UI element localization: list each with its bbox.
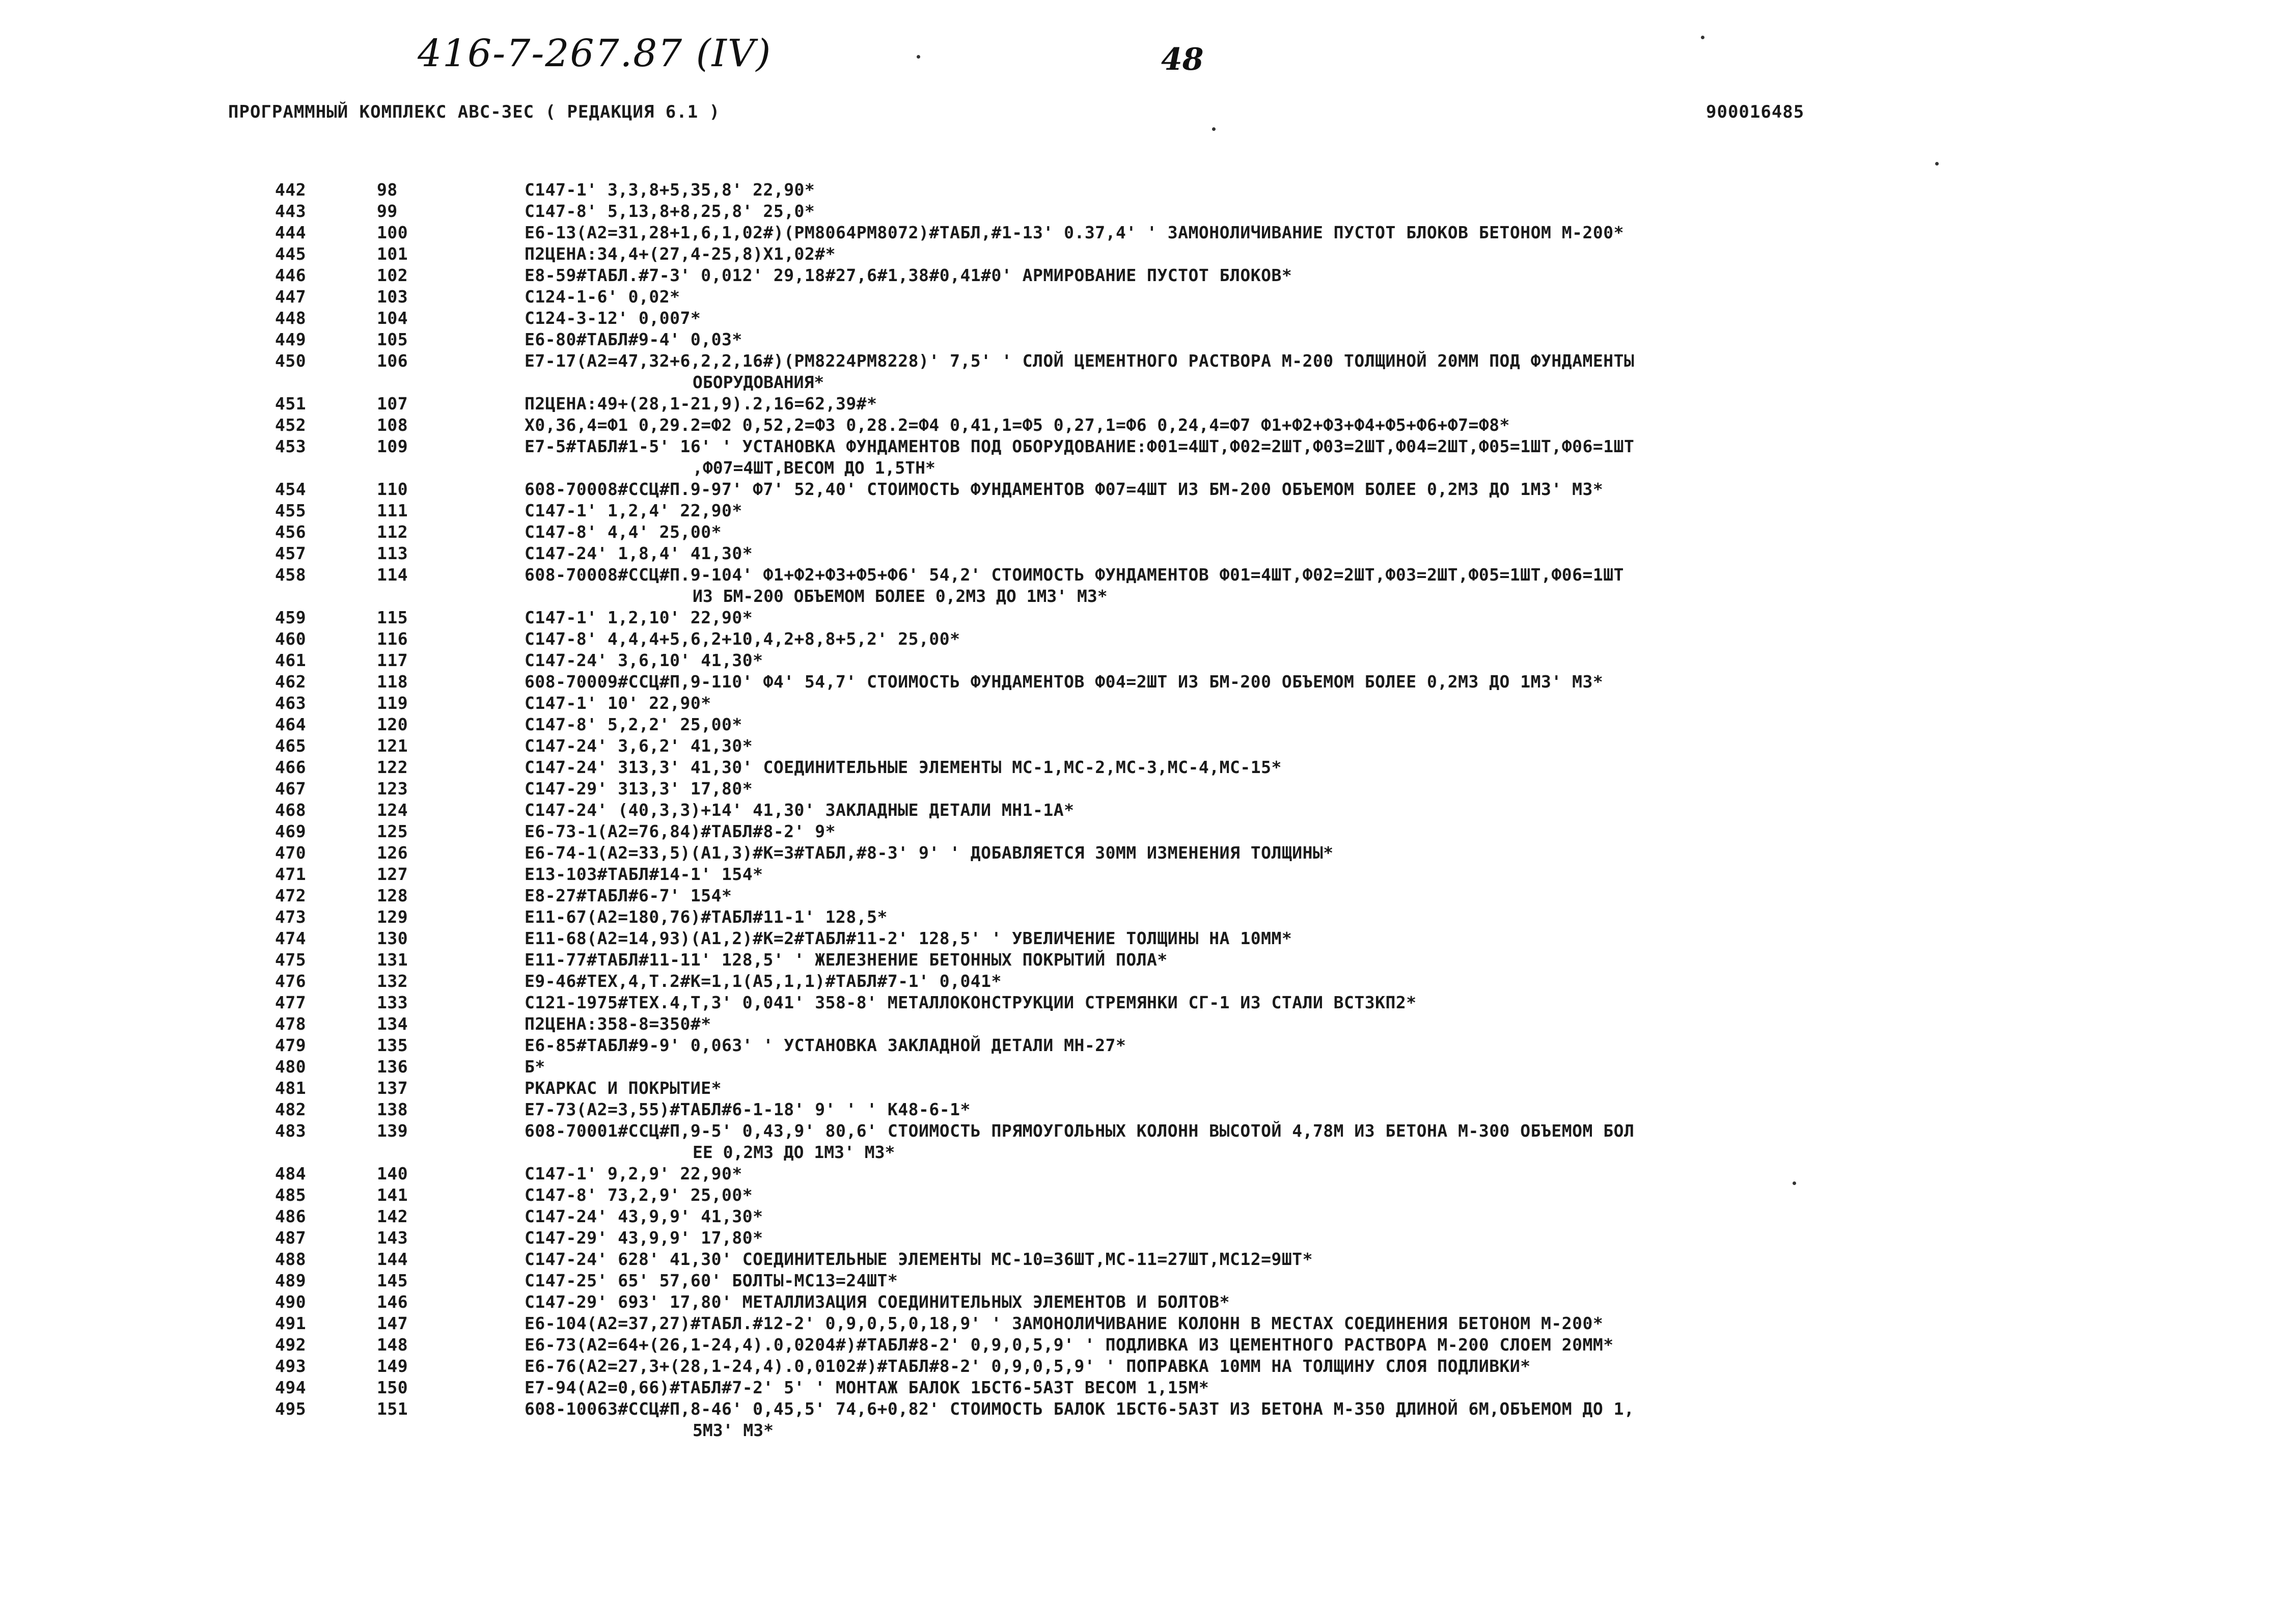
sequence-number: 150 — [377, 1378, 408, 1397]
record-text: 608-70001#ССЦ#П,9-5' 0,43,9' 80,6' СТОИМОСТЬ ПРЯМОУГОЛЬНЫХ КОЛОНН ВЫСОТОЙ 4,78М ИЗ БЕТОНА М-300 ОБЪЕМОМ БОЛ — [525, 1121, 1635, 1141]
record-number: 468 — [275, 800, 307, 820]
listing-row — [0, 1185, 2285, 1206]
sequence-number: 119 — [377, 693, 408, 713]
record-text: 608-70009#ССЦ#П,9-110' Ф4' 54,7' СТОИМОСТЬ ФУНДАМЕНТОВ Ф04=2ШТ ИЗ БМ-200 ОБЪЕМОМ БОЛЕЕ 0,2М3 ДО 1М3' М3* — [525, 672, 1604, 692]
record-number: 476 — [275, 971, 307, 991]
record-number: 452 — [275, 415, 307, 435]
listing-line — [0, 1056, 2285, 1078]
record-text: Б* — [525, 1057, 545, 1077]
record-number: 489 — [275, 1271, 307, 1290]
record-number: 492 — [275, 1335, 307, 1355]
record-number: 442 — [275, 180, 307, 200]
document-id: 900016485 — [1706, 102, 1805, 122]
sequence-number: 131 — [377, 950, 408, 970]
listing-row — [0, 222, 2285, 243]
record-text: Е6-73-1(А2=76,84)#ТАБЛ#8-2' 9* — [525, 821, 836, 841]
listing-line — [0, 1078, 2285, 1099]
record-text: С147-8' 4,4' 25,00* — [525, 522, 722, 542]
listing-line — [0, 265, 2285, 286]
record-number: 466 — [275, 757, 307, 777]
record-number: 480 — [275, 1057, 307, 1077]
program-header: ПРОГРАММНЫЙ КОМПЛЕКС АВС-ЗЕС ( РЕДАКЦИЯ 6.1 ) — [228, 102, 721, 122]
listing-line — [0, 885, 2285, 906]
sequence-number: 106 — [377, 351, 408, 371]
sequence-number: 114 — [377, 565, 408, 585]
listing-line — [0, 500, 2285, 521]
listing-row — [0, 1120, 2285, 1163]
record-number: 447 — [275, 287, 307, 307]
listing-row — [0, 735, 2285, 757]
record-number: 453 — [275, 436, 307, 456]
listing-row — [0, 243, 2285, 265]
record-number: 473 — [275, 907, 307, 927]
listing-row — [0, 564, 2285, 607]
listing-row — [0, 885, 2285, 906]
record-number: 488 — [275, 1249, 307, 1269]
scan-speck — [1935, 162, 1939, 166]
sequence-number: 125 — [377, 821, 408, 841]
listing-row — [0, 1249, 2285, 1270]
record-number: 490 — [275, 1292, 307, 1312]
listing-row — [0, 308, 2285, 329]
record-number: 474 — [275, 928, 307, 948]
listing-line — [0, 1356, 2285, 1377]
listing-row — [0, 971, 2285, 992]
listing-row — [0, 1013, 2285, 1035]
sequence-number: 105 — [377, 329, 408, 349]
record-text: П2ЦЕНА:34,4+(27,4-25,8)Х1,02#* — [525, 244, 836, 264]
listing-line — [0, 949, 2285, 971]
sequence-number: 143 — [377, 1228, 408, 1248]
sequence-number: 102 — [377, 265, 408, 285]
listing-line — [0, 543, 2285, 564]
record-number: 470 — [275, 843, 307, 863]
sequence-number: 129 — [377, 907, 408, 927]
sequence-number: 103 — [377, 287, 408, 307]
listing-line — [0, 521, 2285, 543]
listing-row — [0, 1313, 2285, 1334]
listing-line — [0, 1377, 2285, 1398]
listing-line — [0, 286, 2285, 308]
record-text: С147-1' 1,2,4' 22,90* — [525, 501, 742, 520]
scan-speck — [1212, 127, 1216, 131]
listing-row — [0, 757, 2285, 778]
record-text: Е7-94(А2=0,66)#ТАБЛ#7-2' 5' ' МОНТАЖ БАЛОК 1БСТ6-5АЗТ ВЕСОМ 1,15М* — [525, 1378, 1209, 1397]
sequence-number: 112 — [377, 522, 408, 542]
continuation-line — [0, 372, 2285, 393]
listing-line — [0, 1398, 2285, 1420]
record-number: 479 — [275, 1035, 307, 1055]
sequence-number: 145 — [377, 1271, 408, 1290]
record-text: РКАРКАС И ПОКРЫТИЕ* — [525, 1078, 722, 1098]
listing-line — [0, 393, 2285, 415]
record-number: 450 — [275, 351, 307, 371]
sequence-number: 135 — [377, 1035, 408, 1055]
record-text: С147-29' 693' 17,80' МЕТАЛЛИЗАЦИЯ СОЕДИНИТЕЛЬНЫХ ЭЛЕМЕНТОВ И БОЛТОВ* — [525, 1292, 1230, 1312]
listing-line — [0, 201, 2285, 222]
sequence-number: 144 — [377, 1249, 408, 1269]
record-text: Е6-74-1(А2=33,5)(А1,3)#К=3#ТАБЛ,#8-3' 9' ' ДОБАВЛЯЕТСЯ 30ММ ИЗМЕНЕНИЯ ТОЛЩИНЫ* — [525, 843, 1334, 863]
record-number: 451 — [275, 394, 307, 414]
record-text: Е9-46#ТЕХ,4,Т.2#К=1,1(А5,1,1)#ТАБЛ#7-1' 0,041* — [525, 971, 1002, 991]
listing-line — [0, 350, 2285, 372]
record-number: 494 — [275, 1378, 307, 1397]
listing-row — [0, 778, 2285, 800]
listing-line — [0, 928, 2285, 949]
listing-row — [0, 992, 2285, 1013]
listing-row — [0, 949, 2285, 971]
record-text: С124-3-12' 0,007* — [525, 308, 701, 328]
listing-line — [0, 179, 2285, 201]
listing-line — [0, 1163, 2285, 1185]
record-text: Е6-104(А2=37,27)#ТАБЛ.#12-2' 0,9,0,5,0,18,9' ' ЗАМОНОЛИЧИВАНИЕ КОЛОНН В МЕСТАХ СОЕДИНЕНИЯ БЕТОНОМ М-200* — [525, 1313, 1604, 1333]
listing-row — [0, 521, 2285, 543]
listing-line — [0, 757, 2285, 778]
sequence-number: 109 — [377, 436, 408, 456]
sequence-number: 128 — [377, 886, 408, 905]
listing-row — [0, 1163, 2285, 1185]
sequence-number: 104 — [377, 308, 408, 328]
record-number: 482 — [275, 1099, 307, 1119]
record-number: 493 — [275, 1356, 307, 1376]
record-text: 608-70008#ССЦ#П.9-97' Ф7' 52,40' СТОИМОСТЬ ФУНДАМЕНТОВ Ф07=4ШТ ИЗ БМ-200 ОБЪЕМОМ БОЛЕЕ 0,2М3 ДО 1М3' М3* — [525, 479, 1604, 499]
listing-line — [0, 650, 2285, 671]
listing-row — [0, 800, 2285, 821]
sequence-number: 115 — [377, 608, 408, 627]
record-number: 465 — [275, 736, 307, 756]
record-number: 467 — [275, 779, 307, 799]
scan-speck — [917, 55, 920, 59]
listing-row — [0, 1398, 2285, 1441]
record-number: 484 — [275, 1164, 307, 1183]
sequence-number: 146 — [377, 1292, 408, 1312]
sequence-number: 133 — [377, 993, 408, 1012]
sequence-number: 151 — [377, 1399, 408, 1419]
handwritten-document-code: 416-7-267.87 (IV) — [418, 32, 772, 75]
record-text: С147-8' 73,2,9' 25,00* — [525, 1185, 753, 1205]
sequence-number: 132 — [377, 971, 408, 991]
listing-line — [0, 864, 2285, 885]
record-text: С147-24' 628' 41,30' СОЕДИНИТЕЛЬНЫЕ ЭЛЕМЕНТЫ МС-10=36ШТ,МС-11=27ШТ,МС12=9ШТ* — [525, 1249, 1313, 1269]
listing-row — [0, 864, 2285, 885]
record-text: С147-1' 10' 22,90* — [525, 693, 711, 713]
listing-row — [0, 650, 2285, 671]
record-number: 495 — [275, 1399, 307, 1419]
record-text: 608-10063#ССЦ#П,8-46' 0,45,5' 74,6+0,82' СТОИМОСТЬ БАЛОК 1БСТ6-5АЗТ ИЗ БЕТОНА М-350 ДЛИНОЙ 6М,ОБЪЕМОМ ДО 1, — [525, 1399, 1635, 1419]
record-text: С147-1' 1,2,10' 22,90* — [525, 608, 753, 627]
sequence-number: 134 — [377, 1014, 408, 1034]
listing-line — [0, 1291, 2285, 1313]
listing-line — [0, 1206, 2285, 1227]
listing-row — [0, 1035, 2285, 1056]
record-number: 472 — [275, 886, 307, 905]
record-number: 443 — [275, 201, 307, 221]
sequence-number: 107 — [377, 394, 408, 414]
continuation-text: ИЗ БМ-200 ОБЪЕМОМ БОЛЕЕ 0,2М3 ДО 1М3' М3* — [693, 586, 1108, 606]
listing-row — [0, 906, 2285, 928]
listing-row — [0, 350, 2285, 393]
record-text: П2ЦЕНА:49+(28,1-21,9).2,16=62,39#* — [525, 394, 877, 414]
continuation-line — [0, 1142, 2285, 1163]
listing-row — [0, 201, 2285, 222]
record-text: Е11-77#ТАБЛ#11-11' 128,5' ' ЖЕЛЕЗНЕНИЕ БЕТОННЫХ ПОКРЫТИЙ ПОЛА* — [525, 950, 1168, 970]
record-text: С147-24' (40,3,3)+14' 41,30' ЗАКЛАДНЫЕ ДЕТАЛИ МН1-1А* — [525, 800, 1075, 820]
record-text: Е6-73(А2=64+(26,1-24,4).0,0204#)#ТАБЛ#8-2' 0,9,0,5,9' ' ПОДЛИВКА ИЗ ЦЕМЕНТНОГО РАСТВОРА М-200 СЛОЕМ 20ММ* — [525, 1335, 1614, 1355]
record-number: 446 — [275, 265, 307, 285]
listing-line — [0, 1270, 2285, 1291]
record-number: 461 — [275, 650, 307, 670]
sequence-number: 98 — [377, 180, 398, 200]
record-text: С147-24' 43,9,9' 41,30* — [525, 1206, 763, 1226]
listing-line — [0, 1334, 2285, 1356]
sequence-number: 137 — [377, 1078, 408, 1098]
record-number: 486 — [275, 1206, 307, 1226]
record-text: Е13-103#ТАБЛ#14-1' 154* — [525, 864, 763, 884]
sequence-number: 100 — [377, 223, 408, 242]
record-text: Е6-85#ТАБЛ#9-9' 0,063' ' УСТАНОВКА ЗАКЛАДНОЙ ДЕТАЛИ МН-27* — [525, 1035, 1126, 1055]
record-number: 483 — [275, 1121, 307, 1141]
listing-row — [0, 393, 2285, 415]
listing-line — [0, 479, 2285, 500]
handwritten-page-number: 48 — [1161, 42, 1204, 77]
listing-line — [0, 842, 2285, 864]
listing-row — [0, 1270, 2285, 1291]
record-number: 475 — [275, 950, 307, 970]
listing-row — [0, 607, 2285, 628]
listing-row — [0, 286, 2285, 308]
listing-line — [0, 1249, 2285, 1270]
listing-line — [0, 906, 2285, 928]
listing-row — [0, 1206, 2285, 1227]
listing-line — [0, 1099, 2285, 1120]
sequence-number: 136 — [377, 1057, 408, 1077]
record-number: 464 — [275, 714, 307, 734]
listing-line — [0, 243, 2285, 265]
listing-row — [0, 1356, 2285, 1377]
sequence-number: 118 — [377, 672, 408, 692]
record-text: Е11-68(А2=14,93)(А1,2)#К=2#ТАБЛ#11-2' 128,5' ' УВЕЛИЧЕНИЕ ТОЛЩИНЫ НА 10ММ* — [525, 928, 1292, 948]
record-text: С121-1975#ТЕХ.4,Т,3' 0,041' 358-8' МЕТАЛЛОКОНСТРУКЦИИ СТРЕМЯНКИ СГ-1 ИЗ СТАЛИ ВСТ3КП2* — [525, 993, 1417, 1012]
listing-row — [0, 928, 2285, 949]
listing-row — [0, 329, 2285, 350]
listing-row — [0, 821, 2285, 842]
record-number: 449 — [275, 329, 307, 349]
sequence-number: 124 — [377, 800, 408, 820]
record-text: С147-24' 3,6,2' 41,30* — [525, 736, 753, 756]
record-number: 456 — [275, 522, 307, 542]
listing-line — [0, 607, 2285, 628]
record-number: 478 — [275, 1014, 307, 1034]
sequence-number: 116 — [377, 629, 408, 649]
record-text: Е8-27#ТАБЛ#6-7' 154* — [525, 886, 732, 905]
record-text: Е8-59#ТАБЛ.#7-3' 0,012' 29,18#27,6#1,38#0,41#0' АРМИРОВАНИЕ ПУСТОТ БЛОКОВ* — [525, 265, 1292, 285]
listing-row — [0, 1078, 2285, 1099]
listing-row — [0, 1334, 2285, 1356]
record-number: 469 — [275, 821, 307, 841]
continuation-line — [0, 1420, 2285, 1441]
listing-line — [0, 1035, 2285, 1056]
record-number: 477 — [275, 993, 307, 1012]
record-text: С147-29' 43,9,9' 17,80* — [525, 1228, 763, 1248]
listing-line — [0, 1185, 2285, 1206]
sequence-number: 110 — [377, 479, 408, 499]
listing-row — [0, 1099, 2285, 1120]
record-number: 444 — [275, 223, 307, 242]
record-text: Х0,36,4=Ф1 0,29.2=Ф2 0,52,2=Ф3 0,28.2=Ф4 0,41,1=Ф5 0,27,1=Ф6 0,24,4=Ф7 Ф1+Ф2+Ф3+Ф4+Ф5+Ф6+Ф7=Ф8* — [525, 415, 1510, 435]
listing-line — [0, 992, 2285, 1013]
listing-row — [0, 1056, 2285, 1078]
sequence-number: 99 — [377, 201, 398, 221]
sequence-number: 142 — [377, 1206, 408, 1226]
listing-line — [0, 564, 2285, 586]
record-number: 487 — [275, 1228, 307, 1248]
listing-row — [0, 479, 2285, 500]
listing-line — [0, 971, 2285, 992]
record-text: П2ЦЕНА:358-8=350#* — [525, 1014, 711, 1034]
record-text: С147-24' 3,6,10' 41,30* — [525, 650, 763, 670]
listing-line — [0, 714, 2285, 735]
continuation-text: ЕЕ 0,2М3 ДО 1М3' М3* — [693, 1142, 895, 1162]
sequence-number: 113 — [377, 543, 408, 563]
listing-row — [0, 500, 2285, 521]
sequence-number: 111 — [377, 501, 408, 520]
listing-line — [0, 671, 2285, 693]
record-text: С147-25' 65' 57,60' БОЛТЫ-МС13=24ШТ* — [525, 1271, 898, 1290]
listing-line — [0, 693, 2285, 714]
sequence-number: 141 — [377, 1185, 408, 1205]
sequence-number: 126 — [377, 843, 408, 863]
record-number: 463 — [275, 693, 307, 713]
record-number: 459 — [275, 608, 307, 627]
record-text: Е7-5#ТАБЛ#1-5' 16' ' УСТАНОВКА ФУНДАМЕНТОВ ПОД ОБОРУДОВАНИЕ:Ф01=4ШТ,Ф02=2ШТ,Ф03=2ШТ,Ф04=2ШТ,Ф05=1ШТ,Ф06=1ШТ — [525, 436, 1635, 456]
record-text: Е6-80#ТАБЛ#9-4' 0,03* — [525, 329, 742, 349]
record-text: С147-1' 9,2,9' 22,90* — [525, 1164, 742, 1183]
sequence-number: 140 — [377, 1164, 408, 1183]
record-number: 471 — [275, 864, 307, 884]
listing-line — [0, 1313, 2285, 1334]
sequence-number: 148 — [377, 1335, 408, 1355]
record-number: 445 — [275, 244, 307, 264]
listing-line — [0, 628, 2285, 650]
record-text: С147-8' 5,2,2' 25,00* — [525, 714, 742, 734]
listing-line — [0, 222, 2285, 243]
continuation-text: ОБОРУДОВАНИЯ* — [693, 372, 824, 392]
record-number: 454 — [275, 479, 307, 499]
listing-row — [0, 714, 2285, 735]
sequence-number: 121 — [377, 736, 408, 756]
sequence-number: 122 — [377, 757, 408, 777]
record-number: 457 — [275, 543, 307, 563]
listing-row — [0, 671, 2285, 693]
listing-row — [0, 179, 2285, 201]
record-text: Е7-17(А2=47,32+6,2,2,16#)(РМ8224РМ8228)' 7,5' ' СЛОЙ ЦЕМЕНТНОГО РАСТВОРА М-200 ТОЛЩИНОЙ 20ММ ПОД ФУНДАМЕНТЫ — [525, 351, 1635, 371]
sequence-number: 108 — [377, 415, 408, 435]
listing-line — [0, 735, 2285, 757]
sequence-number: 139 — [377, 1121, 408, 1141]
listing-line — [0, 800, 2285, 821]
record-text: Е6-13(А2=31,28+1,6,1,02#)(РМ8064РМ8072)#ТАБЛ,#1-13' 0.37,4' ' ЗАМОНОЛИЧИВАНИЕ ПУСТОТ БЛОКОВ БЕТОНОМ М-200* — [525, 223, 1624, 242]
record-text: Е11-67(А2=180,76)#ТАБЛ#11-1' 128,5* — [525, 907, 888, 927]
listing-line — [0, 778, 2285, 800]
listing-line — [0, 1013, 2285, 1035]
listing-line — [0, 415, 2285, 436]
record-text: С147-29' 313,3' 17,80* — [525, 779, 753, 799]
record-text: Е7-73(А2=3,55)#ТАБЛ#6-1-18' 9' ' ' К48-6-1* — [525, 1099, 971, 1119]
sequence-number: 123 — [377, 779, 408, 799]
continuation-text: ,Ф07=4ШТ,ВЕСОМ ДО 1,5ТН* — [693, 458, 935, 478]
continuation-line — [0, 457, 2285, 479]
record-text: С147-1' 3,3,8+5,35,8' 22,90* — [525, 180, 815, 200]
record-text: С147-24' 1,8,4' 41,30* — [525, 543, 753, 563]
sequence-number: 149 — [377, 1356, 408, 1376]
record-number: 460 — [275, 629, 307, 649]
record-number: 462 — [275, 672, 307, 692]
listing-line — [0, 436, 2285, 457]
sequence-number: 101 — [377, 244, 408, 264]
sequence-number: 117 — [377, 650, 408, 670]
scan-speck — [1793, 1181, 1796, 1185]
sequence-number: 130 — [377, 928, 408, 948]
continuation-text: 5М3' М3* — [693, 1420, 774, 1440]
record-text: С147-8' 4,4,4+5,6,2+10,4,2+8,8+5,2' 25,00* — [525, 629, 960, 649]
listing-row — [0, 415, 2285, 436]
listing-line — [0, 308, 2285, 329]
record-number: 458 — [275, 565, 307, 585]
sequence-number: 147 — [377, 1313, 408, 1333]
listing-line — [0, 1227, 2285, 1249]
record-number: 481 — [275, 1078, 307, 1098]
record-text: С147-24' 313,3' 41,30' СОЕДИНИТЕЛЬНЫЕ ЭЛЕМЕНТЫ МС-1,МС-2,МС-3,МС-4,МС-15* — [525, 757, 1282, 777]
listing-line — [0, 329, 2285, 350]
record-number: 448 — [275, 308, 307, 328]
listing-row — [0, 1291, 2285, 1313]
record-number: 485 — [275, 1185, 307, 1205]
listing-row — [0, 265, 2285, 286]
listing-line — [0, 1120, 2285, 1142]
listing-row — [0, 1227, 2285, 1249]
record-number: 455 — [275, 501, 307, 520]
sequence-number: 120 — [377, 714, 408, 734]
listing-row — [0, 543, 2285, 564]
sequence-number: 138 — [377, 1099, 408, 1119]
listing-row — [0, 628, 2285, 650]
listing-row — [0, 1377, 2285, 1398]
record-text: Е6-76(А2=27,3+(28,1-24,4).0,0102#)#ТАБЛ#8-2' 0,9,0,5,9' ' ПОПРАВКА 10ММ НА ТОЛЩИНУ СЛОЯ ПОДЛИВКИ* — [525, 1356, 1531, 1376]
listing-row — [0, 436, 2285, 479]
listing-row — [0, 693, 2285, 714]
scan-speck — [1701, 36, 1704, 39]
listing-line — [0, 821, 2285, 842]
record-text: 608-70008#ССЦ#П.9-104' Ф1+Ф2+Ф3+Ф5+Ф6' 54,2' СТОИМОСТЬ ФУНДАМЕНТОВ Ф01=4ШТ,Ф02=2ШТ,Ф03=2ШТ,Ф05=1ШТ,Ф06=1ШТ — [525, 565, 1624, 585]
sequence-number: 127 — [377, 864, 408, 884]
listing — [0, 179, 2285, 1441]
record-text: С124-1-6' 0,02* — [525, 287, 680, 307]
record-number: 491 — [275, 1313, 307, 1333]
listing-row — [0, 842, 2285, 864]
record-text: С147-8' 5,13,8+8,25,8' 25,0* — [525, 201, 815, 221]
continuation-line — [0, 586, 2285, 607]
